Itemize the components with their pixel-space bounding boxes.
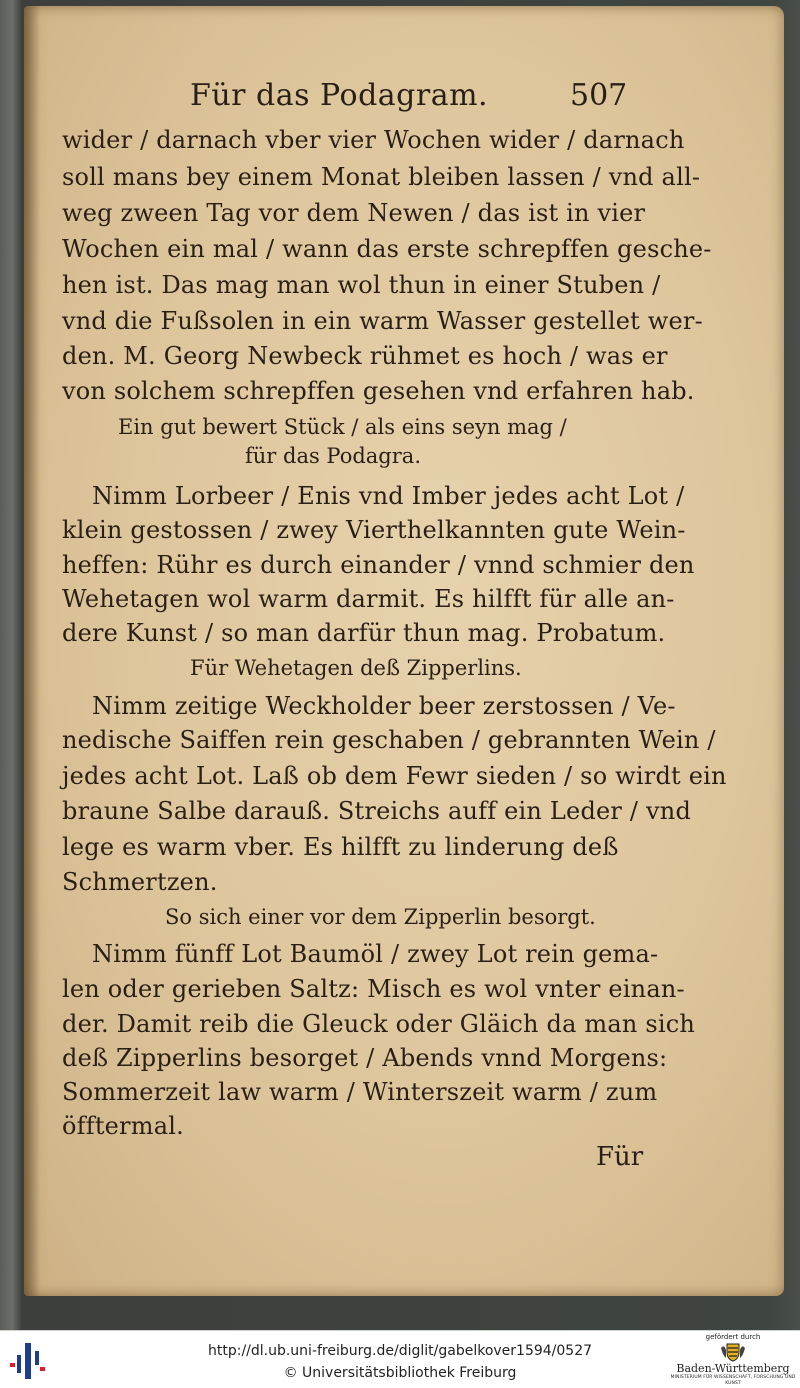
text-line: deß Zipperlins besorget / Abends vnnd Morgens: <box>62 1044 668 1072</box>
catchword: Für <box>596 1142 644 1172</box>
text-line: Nimm Lorbeer / Enis vnd Imber jedes acht Lot / <box>92 482 685 510</box>
state-crest-icon <box>718 1342 748 1362</box>
text-line: klein gestossen / zwey Vierthelkannten gute Wein- <box>62 516 686 544</box>
text-line: len oder gerieben Saltz: Misch es wol vnter einan- <box>62 975 685 1003</box>
copyright-text: © Universitätsbibliothek Freiburg <box>283 1365 517 1381</box>
text-line: den. M. Georg Newbeck rühmet es hoch / was er <box>62 342 668 370</box>
running-head: Für das Podagram. <box>190 78 489 113</box>
document-url-link[interactable]: http://dl.ub.uni-freiburg.de/diglit/gabelkover1594/0527 <box>207 1343 593 1359</box>
page-number: 507 <box>570 78 628 113</box>
text-line: braune Salbe darauß. Streichs auff ein Leder / vnd <box>62 797 692 825</box>
text-line: Schmertzen. <box>62 868 218 896</box>
text-line: wider / darnach vber vier Wochen wider / darnach <box>62 126 685 154</box>
text-line: heffen: Rühr es durch einander / vnnd schmier den <box>62 551 695 579</box>
section-heading: Ein gut bewert Stück / als eins seyn mag / <box>118 415 567 439</box>
text-line: vnd die Fußsolen in ein warm Wasser gestellet wer- <box>62 307 703 335</box>
funder-ministry: MINISTERIUM FÜR WISSENSCHAFT, FORSCHUNG UND KUNST <box>670 1375 796 1386</box>
text-line: Wehetagen wol warm darmit. Es hilfft für alle an- <box>62 585 675 613</box>
text-line: lege es warm vber. Es hilfft zu linderung deß <box>62 833 619 861</box>
text-line: öfftermal. <box>62 1112 184 1140</box>
text-line: nedische Saiffen rein geschaben / gebrannten Wein / <box>62 726 716 754</box>
text-line: der. Damit reib die Gleuck oder Gläich da man sich <box>62 1010 696 1038</box>
section-heading: für das Podagra. <box>245 444 421 468</box>
text-line: dere Kunst / so man darfür thun mag. Probatum. <box>62 619 666 647</box>
text-line: weg zween Tag vor dem Newen / das ist in vier <box>62 199 646 227</box>
footer-bar <box>0 1330 800 1388</box>
section-heading: So sich einer vor dem Zipperlin besorgt. <box>165 905 596 929</box>
text-line: Nimm fünff Lot Baumöl / zwey Lot rein gema- <box>92 940 659 968</box>
funder-block <box>670 1333 796 1387</box>
text-line: von solchem schrepffen gesehen vnd erfahren hab. <box>62 377 695 405</box>
section-heading: Für Wehetagen deß Zipperlins. <box>190 656 522 680</box>
text-line: hen ist. Das mag man wol thun in einer Stuben / <box>62 271 661 299</box>
page-gutter-shadow <box>24 6 40 1296</box>
text-line: Wochen ein mal / wann das erste schrepffen gesche- <box>62 235 712 263</box>
text-line: Sommerzeit law warm / Winterszeit warm / zum <box>62 1078 658 1106</box>
text-line: soll mans bey einem Monat bleiben lassen / vnd all- <box>62 163 701 191</box>
text-line: jedes acht Lot. Laß ob dem Fewr sieden / so wirdt ein <box>62 762 727 790</box>
funder-name: Baden-Württemberg <box>676 1362 790 1375</box>
funder-label: gefördert durch <box>705 1333 761 1341</box>
text-line: Nimm zeitige Weckholder beer zerstossen / Ve- <box>92 692 676 720</box>
